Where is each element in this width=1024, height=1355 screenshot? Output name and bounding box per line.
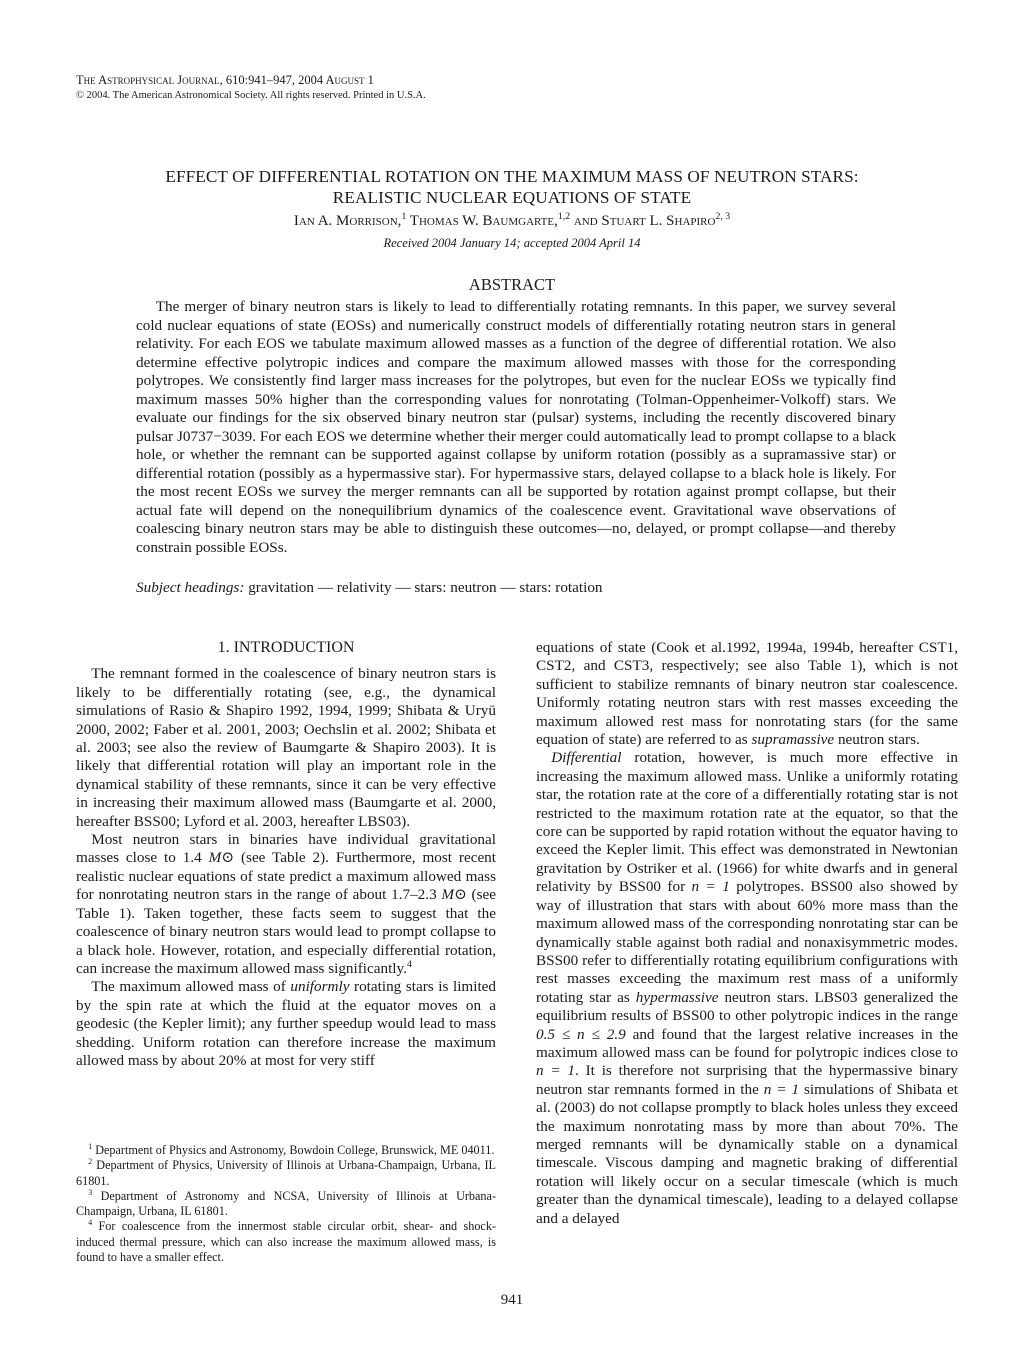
- intro-paragraph-3: The maximum allowed mass of uniformly rotating stars is limited by the spin rate at which the fluid at the equator moves on a geodesic (the Kepler limit); any further speedup would lead to mass shedding. Uniform rotation can therefore increase the maximum allowed mass by about 20% at most for very stiff: [76, 978, 496, 1069]
- footnote-3: $^3$ Department of Astronomy and NCSA, University of Illinois at Urbana-Champaign, Urbana, IL 61801.: [76, 1187, 496, 1219]
- journal-header: [76, 73, 426, 103]
- affil-mark: 1: [401, 211, 407, 222]
- copyright-notice: © 2004. The American Astronomical Society. All rights reserved. Printed in U.S.A.: [76, 90, 426, 101]
- section-heading-introduction: 1. INTRODUCTION: [217, 639, 355, 656]
- solar-mass-symbol: M⊙: [441, 886, 467, 904]
- paper-title: [80, 166, 944, 208]
- intro-paragraph-1: The remnant formed in the coalescence of binary neutron stars is likely to be differentially rotating (see, e.g., the dynamical simulations of Rasio & Shapiro 1992, 1994, 1999; Shibata & Uryū 2000, 2002; Faber et al. 2001, 2003; Oechslin et al. 2002; Shibata et al. 2003; see also the review of Baumgarte & Shapiro 2003). It is likely that differential rotation will play an important role in the dynamical stability of these remnants, since it can be very effective in increasing their maximum allowed mass (Baumgarte et al. 2000, hereafter BSS00; Lyford et al. 2003, hereafter LBS03).: [76, 665, 496, 830]
- title-line-2: REALISTIC NUCLEAR EQUATIONS OF STATE: [332, 188, 692, 207]
- solar-mass-symbol: M⊙: [208, 849, 235, 867]
- affil-mark: 2, 3: [715, 211, 731, 222]
- author-morrison: Ian A. Morrison,: [293, 213, 402, 229]
- journal-citation: The Astrophysical Journal, 610:941–947, 2004 August 1: [76, 73, 374, 87]
- author-list: [80, 211, 944, 231]
- subject-headings-text: gravitation — relativity — stars: neutron — stars: rotation: [248, 579, 603, 596]
- right-paragraph-1: equations of state (Cook et al.1992, 1994a, 1994b, hereafter CST1, CST2, and CST3, respectively; see also Table 1), which is not sufficient to stabilize remnants of binary neutron star coalescence. Uniformly rotating neutron stars with rest masses exceeding the maximum allowed rest mass for nonrotating stars (for the same equation of state) are referred to as supramassive neutron stars.: [536, 639, 958, 749]
- abstract-heading: ABSTRACT: [468, 275, 556, 294]
- footnote-mark: 4: [406, 958, 412, 970]
- footnote-2: $^2$ Department of Physics, University of Illinois at Urbana-Champaign, Urbana, IL 61801.: [76, 1157, 497, 1188]
- intro-paragraph-2: Most neutron stars in binaries have individual gravitational masses close to 1.4 M⊙ (see Table 2). Furthermore, most recent realistic nuclear equations of state predict a maximum allowed mass for nonrotating neutron stars in the range of about 1.7–2.3 M⊙ (see Table 1). Taken together, these facts seem to suggest that the coalescence of binary neutron stars would lead to prompt collapse to a black hole. However, rotation, and especially differential rotation, can increase the maximum allowed mass significantly.$^4$: [76, 831, 497, 977]
- author-shapiro: and Stuart L. Shapiro: [573, 213, 716, 229]
- subject-headings: [136, 579, 896, 598]
- received-dates: Received 2004 January 14; accepted 2004 April 14: [383, 236, 641, 250]
- page-number: 941: [500, 1292, 524, 1308]
- subject-headings-label: Subject headings:: [136, 579, 245, 596]
- left-column: [76, 639, 496, 1070]
- abstract-text: The merger of binary neutron stars is likely to lead to differentially rotating remnants. In this paper, we survey several cold nuclear equations of state (EOSs) and numerically construct models of differentially rotating neutron stars in general relativity. For each EOS we tabulate maximum allowed masses as a function of the degree of differential rotation. We also determine effective polytropic indices and compare the maximum allowed masses with those for the corresponding polytropes. We consistently find larger mass increases for the polytropes, but even for the nuclear EOSs we typically find maximum masses 50% higher than the corresponding values for nonrotating (Tolman-Oppenheimer-Volkoff) stars. We evaluate our findings for the six observed binary neutron star (pulsar) systems, including the recently discovered binary pulsar J0737−3039. For each EOS we determine whether their merger could automatically lead to prompt collapse to a black hole, or whether the remnant can be supported against collapse by uniform rotation (possibly as a supramassive star) or differential rotation (possibly as a hypermassive star). For hypermassive stars, delayed collapse to a black hole is likely. For the most recent EOSs we survey the merger remnants can all be supported by rotation against prompt collapse, but their actual fate will depend on the nonequilibrium dynamics of the coalescence event. Gravitational wave observations of coalescing binary neutron stars may be able to distinguish these outcomes—no, delayed, or prompt collapse—and thereby constrain possible EOSs.: [136, 298, 896, 556]
- footnote-4: $^4$ For coalescence from the innermost stable circular orbit, shear- and shock-induced thermal pressure, which can also increase the maximum allowed mass, is found to have a smaller effect.: [76, 1218, 496, 1265]
- title-line-1: EFFECT OF DIFFERENTIAL ROTATION ON THE MAXIMUM MASS OF NEUTRON STARS:: [165, 167, 859, 186]
- affil-mark: 1,2: [557, 211, 571, 222]
- right-paragraph-2: Differential rotation, however, is much more effective in increasing the maximum allowed mass. Unlike a uniformly rotating star, the rotation rate at the core of a differentially rotating star is not restricted to the maximum rotation rate at the equator, so that the core can be supported by rapid rotation without the equator having to exceed the Kepler limit. This effect was demonstrated in Newtonian gravitation by Ostriker et al. (1966) for white dwarfs and in general relativity by BSS00 for n = 1 polytropes. BSS00 also showed by way of illustration that stars with about 60% more mass than the maximum allowed mass of the corresponding nonrotating star can be dynamically stable against both radial and nonaxisymmetric modes. BSS00 refer to differentially rotating equilibrium configurations with rest masses exceeding the maximum rest mass of a uniformly rotating star as hypermassive neutron stars. LBS03 generalized the equilibrium results of BSS00 to other polytropic indices in the range 0.5 ≤ n ≤ 2.9 and found that the largest relative increases in the maximum allowed mass can be found for polytropic indices close to n = 1. It is therefore not surprising that the hypermassive binary neutron star remnants formed in the n = 1 simulations of Shibata et al. (2003) do not collapse promptly to black holes unless they exceed the maximum nonrotating mass by more than about 70%. The merged remnants will be dynamically stable on a dynamical timescale. Viscous damping and magnetic braking of differential rotation will likely occur on a secular timescale (which is much greater than the dynamical timescale), leading to a delayed collapse and a delayed: [536, 749, 959, 1227]
- footnote-1: $^1$ Department of Physics and Astronomy, Bowdoin College, Brunswick, ME 04011.: [88, 1141, 495, 1157]
- footnotes: [76, 1143, 496, 1265]
- right-column: [536, 639, 958, 1228]
- author-baumgarte: Thomas W. Baumgarte,: [409, 213, 558, 229]
